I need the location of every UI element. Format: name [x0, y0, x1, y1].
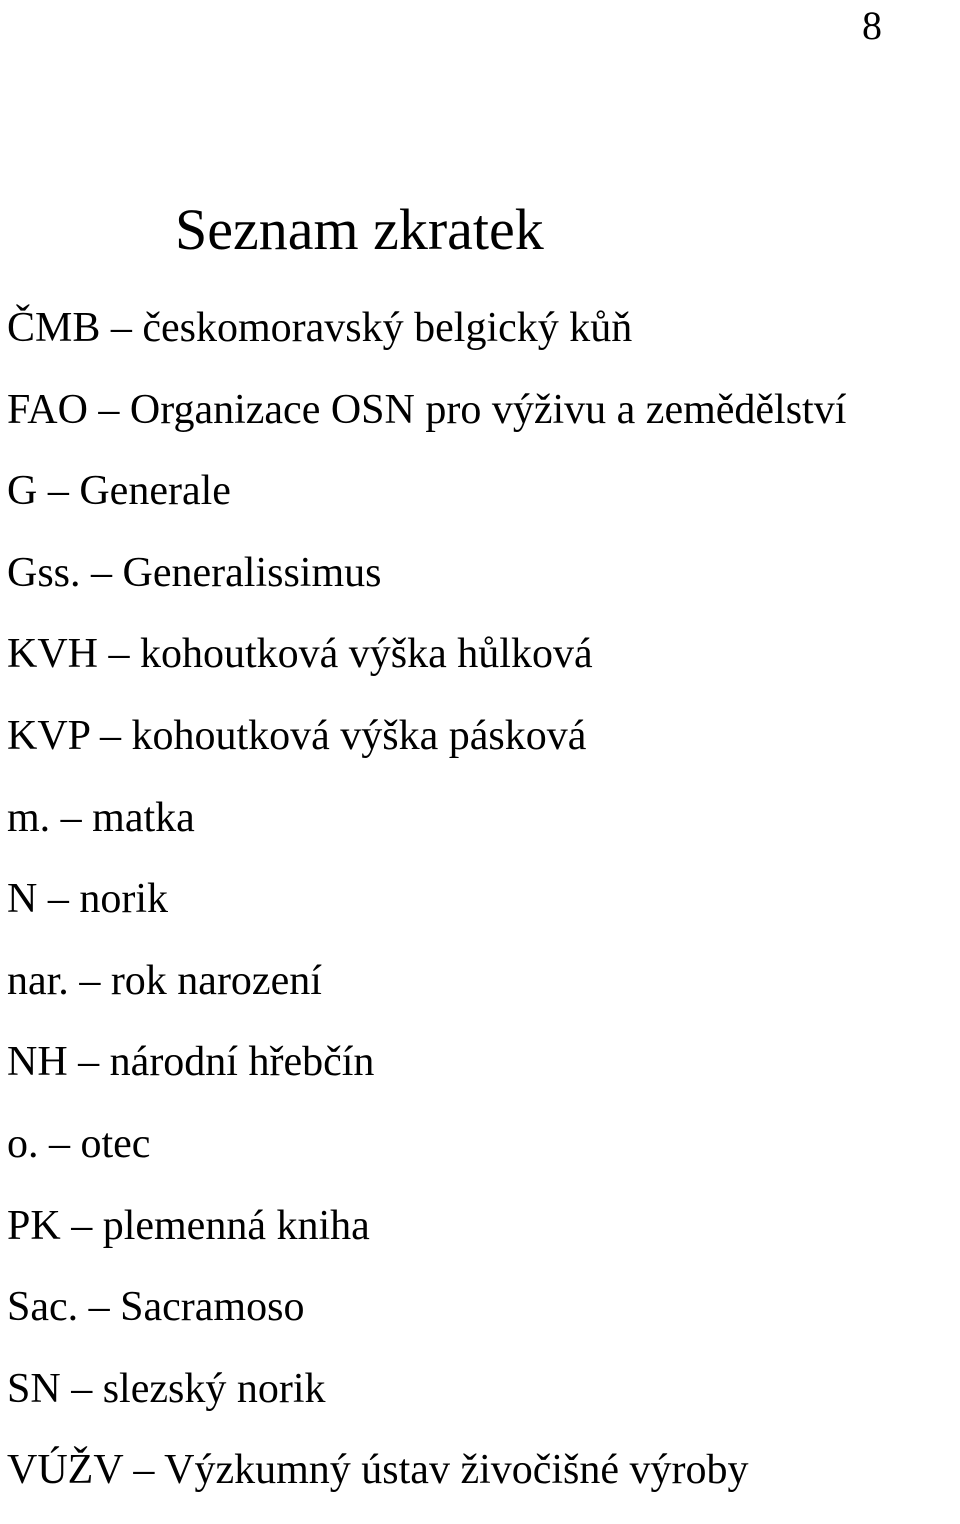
separator: – — [122, 1447, 165, 1494]
list-item — [7, 626, 846, 708]
separator: – — [87, 386, 130, 433]
abbreviation-list — [7, 300, 846, 1524]
separator: – — [67, 1039, 110, 1086]
separator: – — [60, 1202, 103, 1249]
list-item — [7, 871, 846, 953]
abbreviation: Gss. — [7, 549, 81, 596]
meaning: národní hřebčín — [109, 1039, 375, 1086]
separator: – — [100, 305, 143, 351]
abbreviation: G — [7, 468, 38, 515]
meaning: Generale — [79, 468, 231, 515]
meaning: Výzkumný ústav živočišné výroby — [164, 1447, 749, 1494]
list-item — [7, 300, 846, 382]
list-item — [7, 1034, 846, 1116]
meaning: Sacramoso — [120, 1284, 305, 1331]
list-item — [7, 1442, 846, 1524]
list-item — [7, 382, 846, 464]
separator: – — [38, 1120, 81, 1167]
abbreviation: VÚŽV — [7, 1447, 123, 1494]
meaning: kohoutková výška pásková — [131, 712, 587, 759]
separator: – — [78, 1284, 121, 1331]
separator: – — [98, 631, 140, 678]
list-item — [7, 1116, 846, 1198]
meaning: plemenná kniha — [102, 1202, 370, 1249]
page-title: Seznam zkratek — [175, 197, 544, 262]
abbreviation: NH — [7, 1039, 68, 1086]
separator: – — [68, 957, 111, 1004]
list-item — [7, 790, 846, 872]
separator: – — [50, 794, 93, 841]
meaning: matka — [92, 794, 195, 841]
meaning: Organizace OSN pro výživu a zemědělství — [129, 386, 847, 433]
separator: – — [80, 549, 123, 596]
list-item — [7, 1198, 846, 1280]
list-item — [7, 545, 846, 627]
abbreviation: o. — [7, 1120, 39, 1167]
list-item — [7, 708, 846, 790]
separator: – — [37, 876, 80, 923]
list-item — [7, 1361, 846, 1443]
abbreviation: Sac. — [7, 1284, 79, 1331]
list-item — [7, 953, 846, 1035]
meaning: kohoutková výška hůlková — [140, 631, 593, 678]
abbreviation: FAO — [7, 386, 88, 433]
meaning: norik — [79, 876, 168, 923]
abbreviation: SN — [7, 1365, 61, 1412]
page-number: 8 — [862, 3, 882, 48]
separator: – — [37, 468, 80, 515]
abbreviation: PK — [7, 1202, 61, 1249]
abbreviation: KVP — [7, 712, 90, 759]
abbreviation: N — [7, 876, 38, 923]
list-item — [7, 463, 846, 545]
abbreviation: KVH — [7, 631, 98, 678]
separator: – — [60, 1365, 103, 1412]
separator: – — [89, 712, 132, 759]
abbreviation: nar. — [7, 957, 69, 1004]
abbreviation: ČMB — [7, 305, 101, 351]
abbreviation: m. — [7, 794, 51, 841]
meaning: slezský norik — [102, 1365, 326, 1412]
meaning: Generalissimus — [122, 549, 382, 596]
list-item — [7, 1279, 846, 1361]
meaning: rok narození — [110, 957, 322, 1004]
meaning: českomoravský belgický kůň — [142, 305, 633, 351]
meaning: otec — [80, 1120, 151, 1167]
